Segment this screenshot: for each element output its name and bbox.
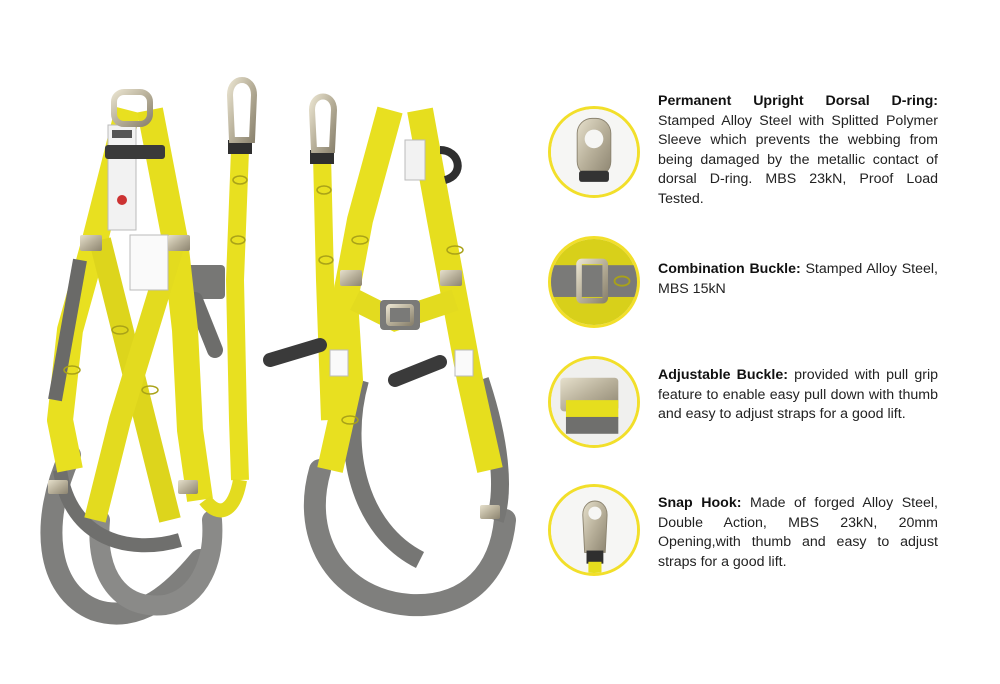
- feature-text: [658, 260, 938, 299]
- feature-description: provided with pull grip feature to enable easy pull down with thumb and easy to adjust straps for a good lift.: [658, 367, 938, 422]
- adjustable-buckle-icon: [548, 356, 640, 448]
- d-ring-icon: [548, 106, 640, 198]
- feature-title: Snap Hook:: [658, 495, 742, 511]
- feature-title: Adjustable Buckle:: [658, 367, 788, 383]
- feature-description: Stamped Alloy Steel, MBS 15kN: [658, 261, 939, 297]
- feature-text: [658, 494, 938, 572]
- feature-description: Stamped Alloy Steel with Splitted Polymer Sleeve which prevents the webbing from being damaged by the metallic contact of dorsal D-ring. MBS 23kN, Proof Load Tested.: [658, 112, 938, 207]
- feature-text: [658, 92, 938, 209]
- feature-text: [658, 366, 938, 425]
- feature-title: Permanent Upright Dorsal D-ring:: [658, 93, 938, 109]
- snap-hook-icon: [548, 484, 640, 576]
- combination-buckle-icon: [548, 236, 640, 328]
- feature-description: Made of forged Alloy Steel, Double Action, MBS 23kN, 20mm Opening,with thumb and easy to adjust straps for a good lift.: [658, 495, 938, 570]
- harness-back-view: [48, 92, 225, 614]
- feature-title: Combination Buckle:: [658, 261, 801, 277]
- harness-side-view: [270, 110, 505, 605]
